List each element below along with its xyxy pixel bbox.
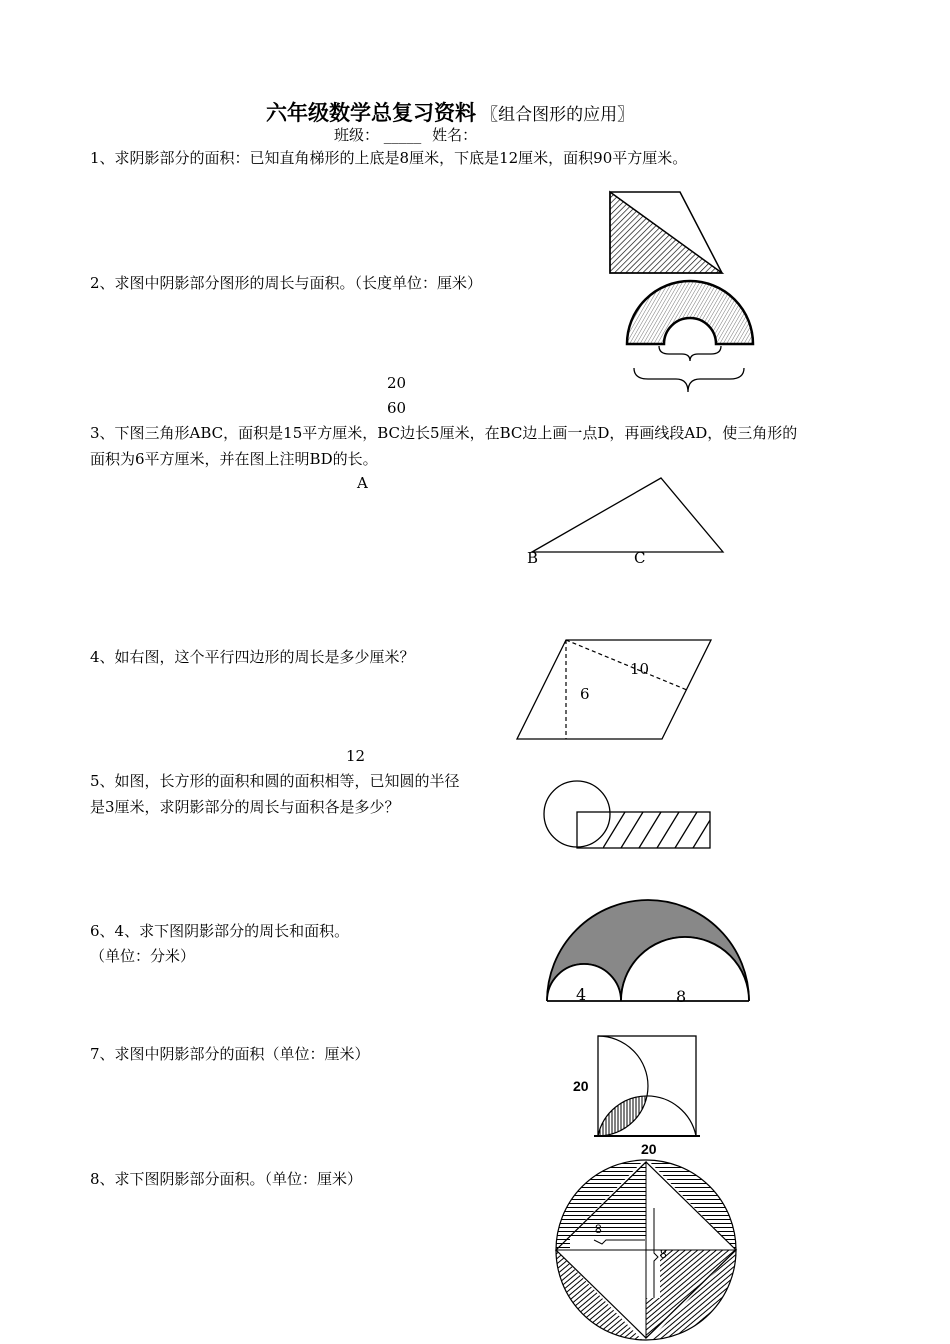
question-3-line1: 3、下图三角形ABC，面积是15平方厘米，BC边长5厘米，在BC边上画一点D，再画线段AD，使三角形的 — [90, 424, 798, 442]
question-2-text: 2、求图中阴影部分图形的周长与面积。（长度单位：厘米） — [90, 274, 483, 292]
q4-label-12: 12 — [346, 747, 366, 765]
page-header — [266, 97, 634, 127]
question-1-text: 1、求阴影部分的面积：已知直角梯形的上底是8厘米，下底是12厘米，面积90平方厘米。 — [90, 149, 688, 167]
q4-label-6: 6 — [580, 685, 590, 703]
page-title: 六年级数学总复习资料 — [266, 101, 476, 125]
page-subtitle: 〖组合图形的应用〗 — [481, 105, 635, 125]
q3-label-a: A — [357, 474, 368, 492]
q2-label-outer: 60 — [387, 399, 407, 417]
q7-label-side: 20 — [573, 1078, 589, 1094]
q3-label-b: B — [527, 549, 539, 567]
class-label: 班级： — [334, 126, 380, 144]
question-6-line2: （单位：分米） — [90, 947, 196, 965]
question-5-line2: 是3厘米，求阴影部分的周长与面积各是多少？ — [90, 798, 400, 816]
q6-label-8: 8 — [676, 987, 687, 1006]
q6-semicircles-figure — [540, 895, 755, 1010]
student-info-line — [334, 124, 477, 146]
q6-label-4: 4 — [576, 985, 587, 1004]
q3-label-c: C — [634, 549, 646, 567]
question-4-text: 4、如右图，这个平行四边形的周长是多少厘米？ — [90, 648, 415, 666]
q2-semi-ring-figure — [620, 270, 760, 400]
q1-trapezoid-figure — [600, 185, 735, 280]
question-5-line1: 5、如图，长方形的面积和圆的面积相等，已知圆的半径 — [90, 772, 460, 790]
name-label: 姓名： — [432, 126, 478, 144]
q8-label-8b: 8 — [660, 1247, 667, 1261]
q5-circle-rectangle-figure — [535, 772, 720, 862]
question-6-line1: 6、4、求下图阴影部分的周长和面积。 — [90, 922, 350, 940]
q8-circle-square-figure — [550, 1158, 745, 1344]
question-7-text: 7、求图中阴影部分的面积（单位：厘米） — [90, 1045, 370, 1063]
class-blank: _____ — [383, 126, 422, 144]
q7-label-bottom: 20 — [641, 1141, 657, 1157]
q8-label-8a: 8 — [595, 1222, 602, 1236]
q3-triangle-figure — [520, 470, 740, 570]
q4-parallelogram-figure — [510, 630, 720, 750]
q4-label-10: 10 — [630, 660, 650, 678]
question-3-line2: 面积为6平方厘米，并在图上注明BD的长。 — [90, 450, 378, 468]
q7-square-arcs-figure — [590, 1030, 705, 1145]
q2-label-inner: 20 — [387, 374, 407, 392]
question-8-text: 8、求下图阴影部分面积。（单位：厘米） — [90, 1170, 363, 1188]
